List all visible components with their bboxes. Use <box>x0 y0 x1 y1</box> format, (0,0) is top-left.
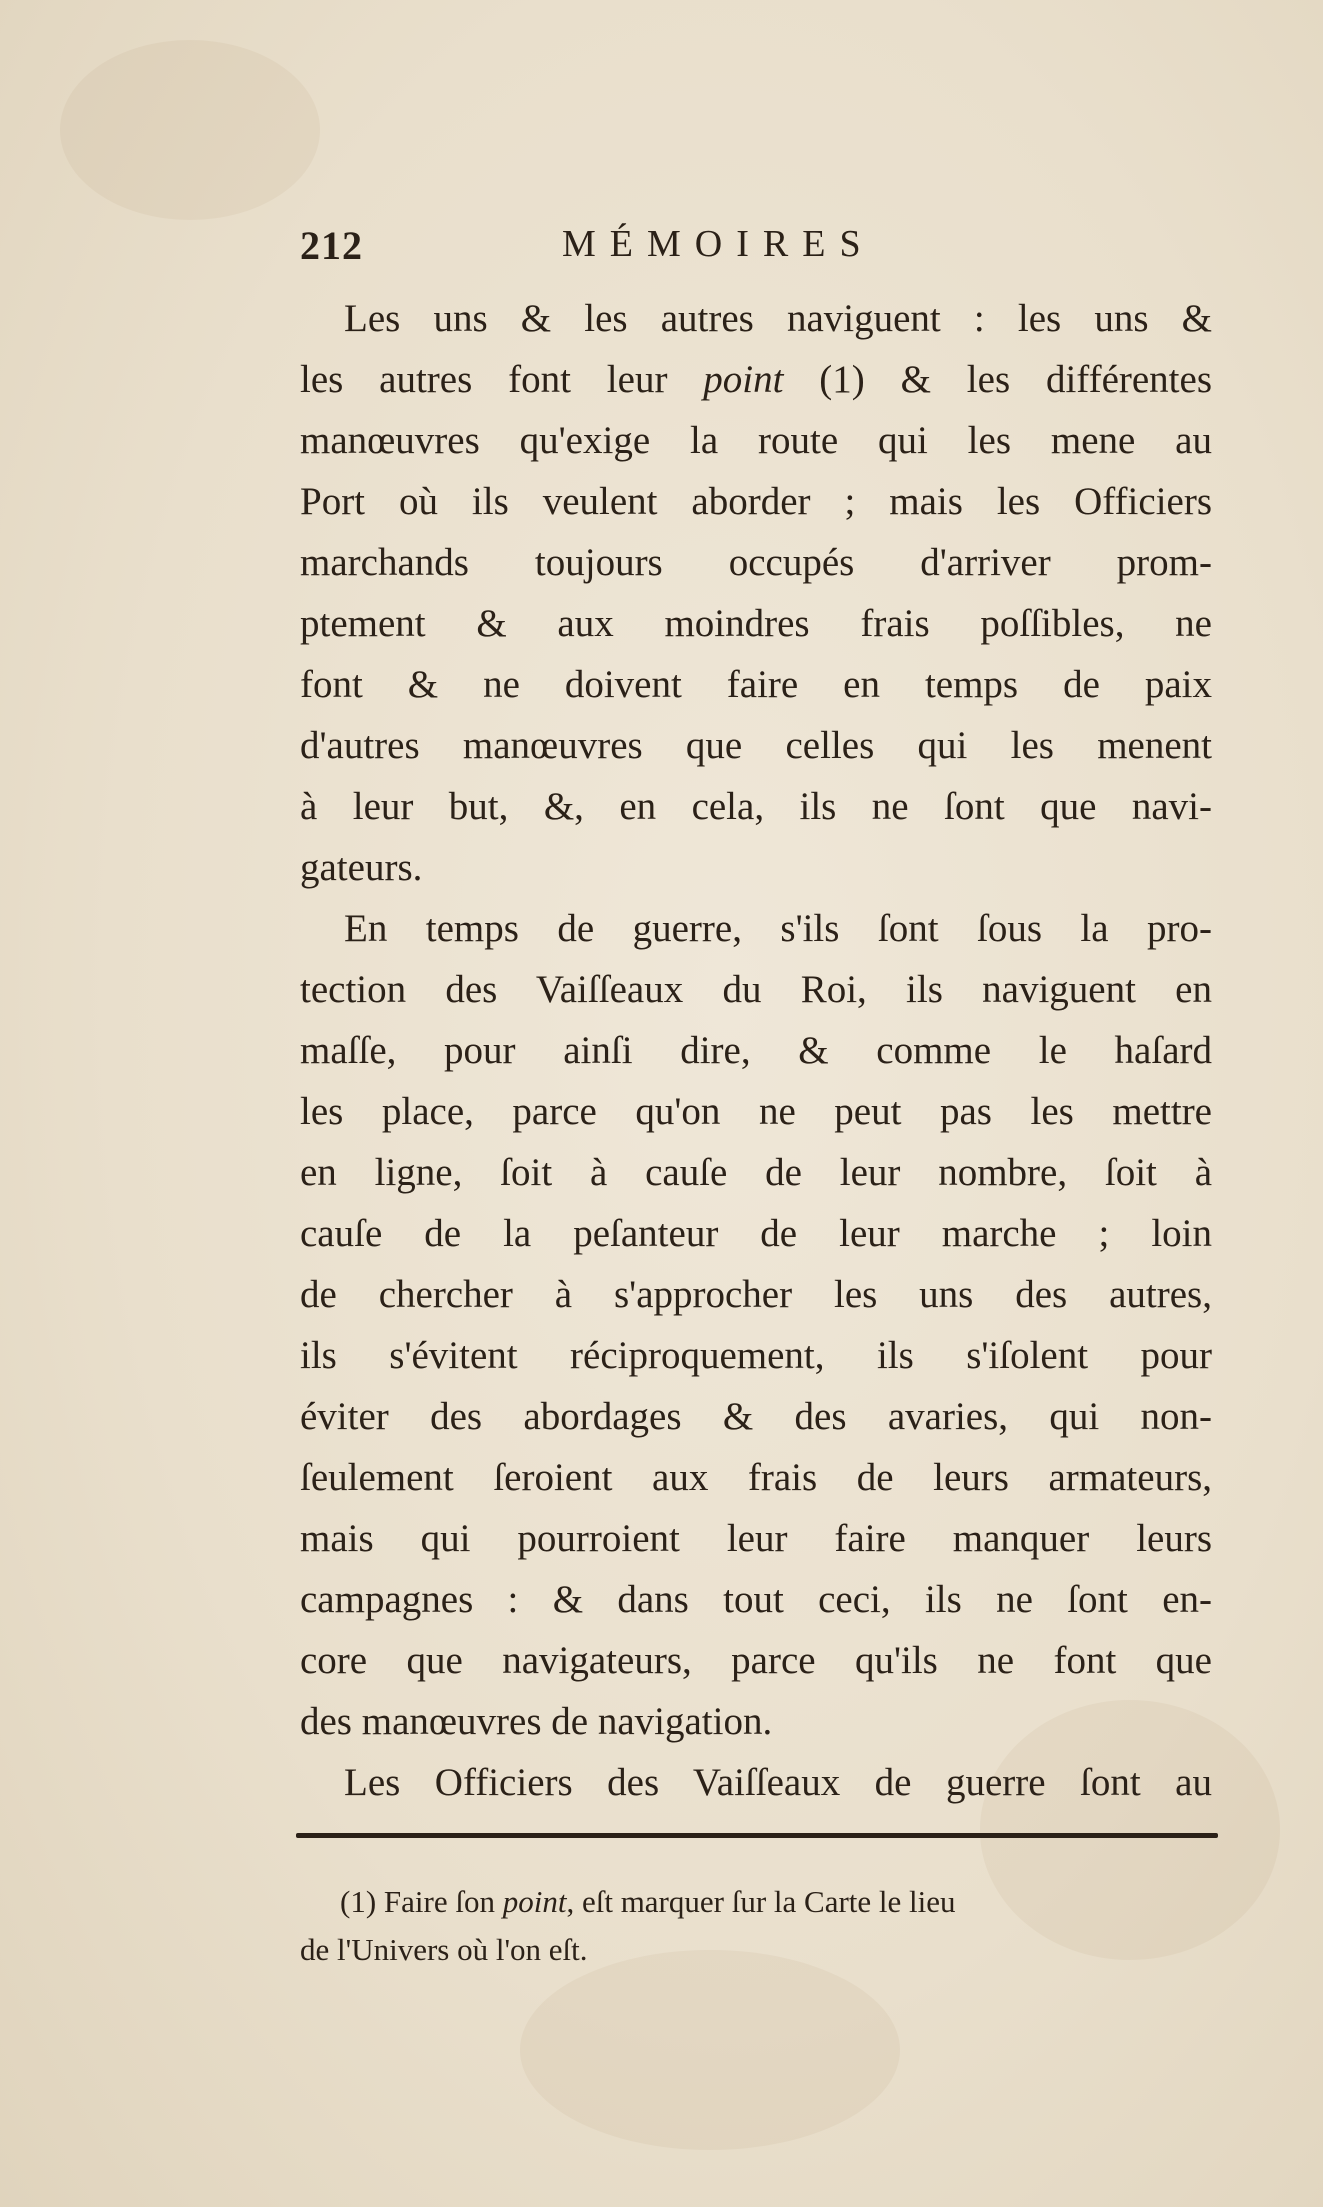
footnote-rule <box>296 1833 1218 1838</box>
text-line: Port où ils veulent aborder ; mais les Officiers <box>300 480 1212 523</box>
text-line: à leur but, &, en cela, ils ne ſont que navi- <box>300 785 1212 828</box>
text-line: mais qui pourroient leur faire manquer leurs <box>300 1517 1212 1560</box>
italic-term: point <box>703 358 784 401</box>
text-line: cauſe de la peſanteur de leur marche ; loin <box>300 1212 1212 1255</box>
text-line: gateurs. <box>300 846 423 889</box>
text-line: maſſe, pour ainſi dire, & comme le haſard <box>300 1029 1212 1072</box>
text-line: ils s'évitent réciproquement, ils s'iſolent pour <box>300 1334 1212 1377</box>
text-line: campagnes : & dans tout ceci, ils ne ſont en- <box>300 1578 1212 1621</box>
text-line-tail: (1) & les différentes <box>783 358 1212 401</box>
text-line: font & ne doivent faire en temps de paix <box>300 663 1212 706</box>
footnote-line <box>300 1878 1220 1926</box>
text-line <box>300 349 1212 410</box>
footnote-head: (1) Faire ſon <box>340 1884 503 1919</box>
text-line: éviter des abordages & des avaries, qui non- <box>300 1395 1212 1438</box>
text-line: Les uns & les autres naviguent : les uns & <box>344 297 1212 340</box>
body-text <box>300 288 1212 1813</box>
page-header <box>300 222 1220 278</box>
paper-stain <box>60 40 320 220</box>
footnote-tail: , eſt marquer ſur la Carte le lieu <box>566 1884 956 1919</box>
text-line: core que navigateurs, parce qu'ils ne font que <box>300 1639 1212 1682</box>
text-line: ptement & aux moindres frais poſſibles, ne <box>300 602 1212 645</box>
text-line: d'autres manœuvres que celles qui les menent <box>300 724 1212 767</box>
text-line-head: les autres font leur <box>300 358 704 401</box>
text-line: en ligne, ſoit à cauſe de leur nombre, ſoit à <box>300 1151 1212 1194</box>
italic-term: point <box>502 1884 567 1919</box>
text-line: des manœuvres de navigation. <box>300 1700 773 1743</box>
text-line: de chercher à s'approcher les uns des autres, <box>300 1273 1212 1316</box>
text-line: ſeulement ſeroient aux frais de leurs armateurs, <box>300 1456 1212 1499</box>
text-line: les place, parce qu'on ne peut pas les mettre <box>300 1090 1212 1133</box>
text-line: marchands toujours occupés d'arriver prom- <box>300 541 1212 584</box>
footnote <box>300 1878 1220 1974</box>
text-line: tection des Vaiſſeaux du Roi, ils naviguent en <box>300 968 1212 1011</box>
footnote-line: de l'Univers où l'on eſt. <box>300 1932 588 1967</box>
text-line: Les Officiers des Vaiſſeaux de guerre ſont au <box>344 1761 1212 1804</box>
paper-stain <box>520 1950 900 2150</box>
text-line: manœuvres qu'exige la route qui les mene au <box>300 419 1212 462</box>
running-title: MÉMOIRES <box>562 223 875 265</box>
page-number: 212 <box>300 223 363 268</box>
text-line: En temps de guerre, s'ils ſont ſous la pro- <box>344 907 1212 950</box>
